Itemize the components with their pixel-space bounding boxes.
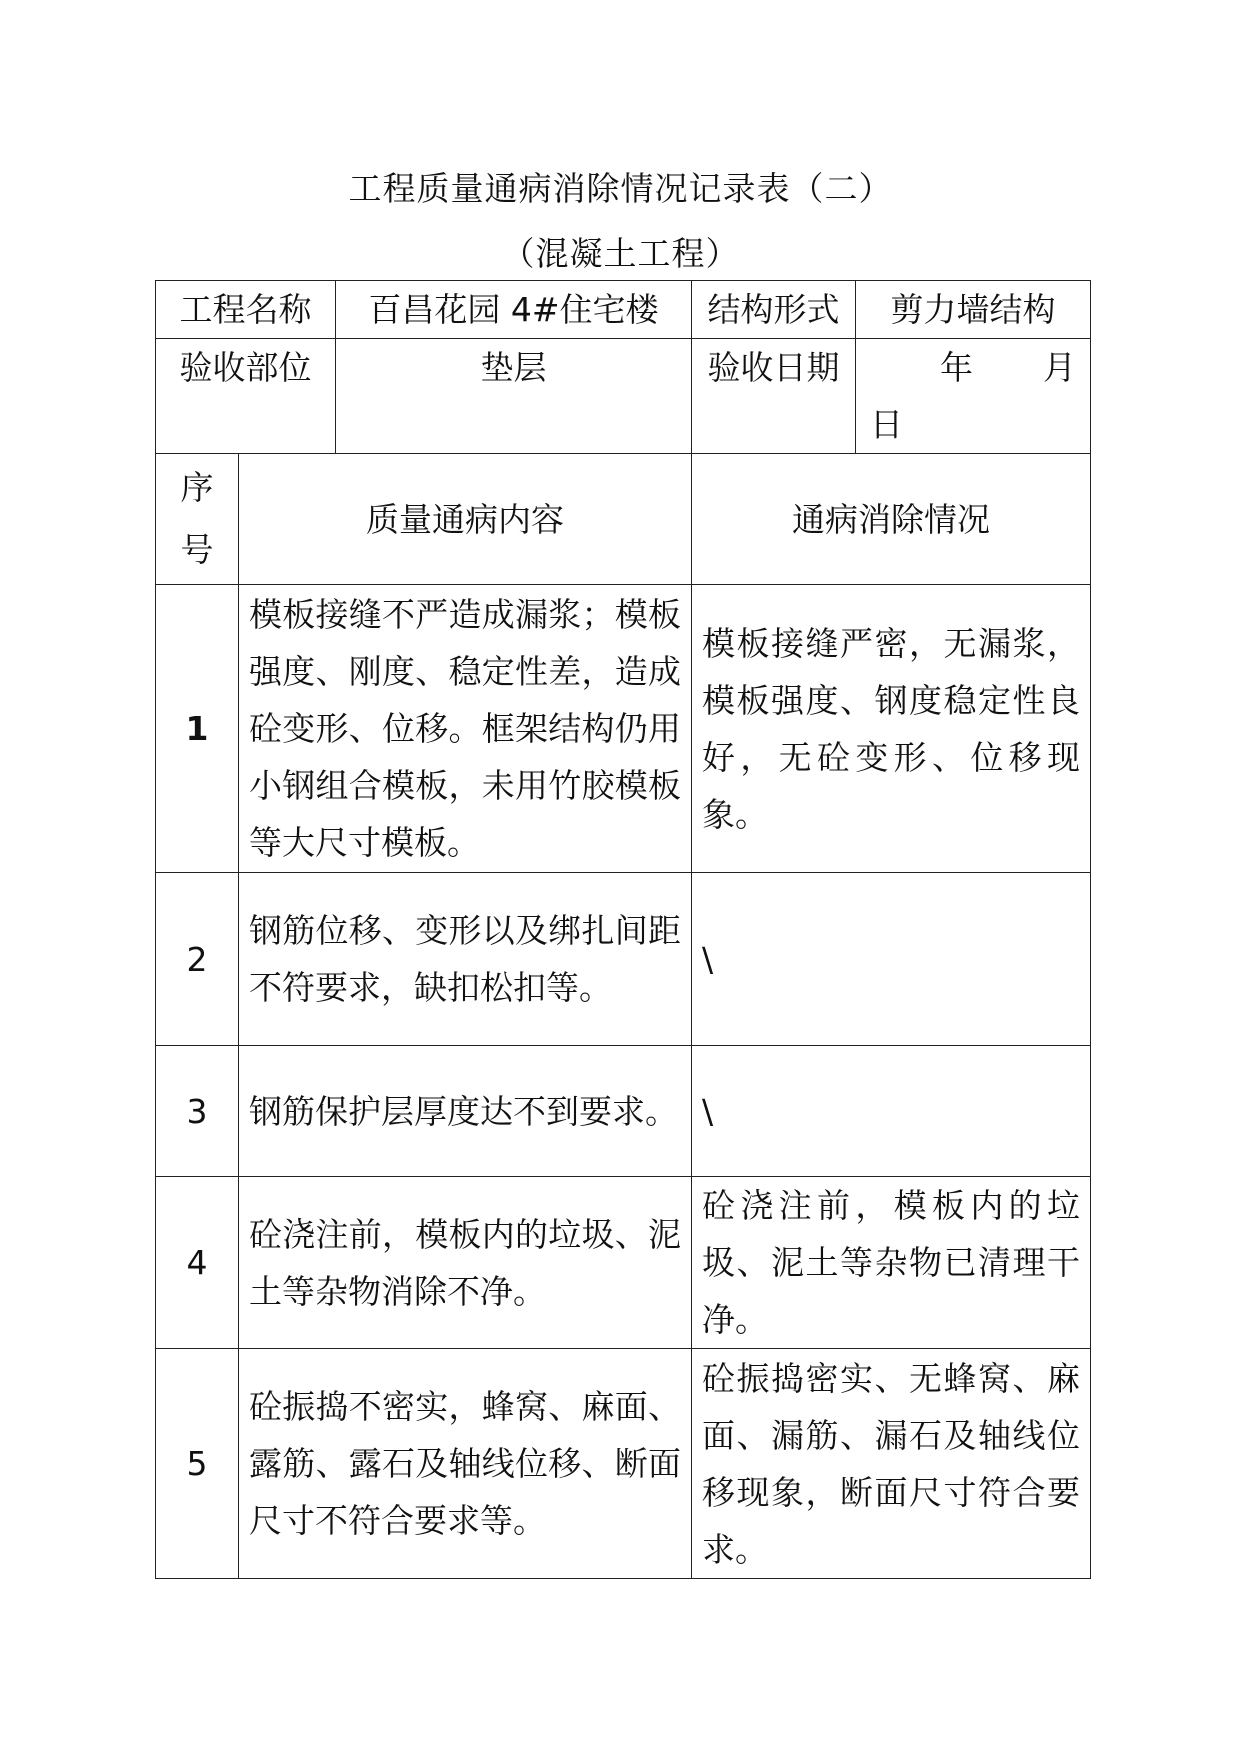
- table-row: [156, 873, 1091, 1046]
- table-header-row: [156, 454, 1091, 585]
- date-day-label: 日: [870, 405, 903, 444]
- table-row: [156, 585, 1091, 873]
- record-table: [155, 280, 1091, 1579]
- structure-value: 剪力墙结构: [856, 281, 1091, 339]
- inspection-part-value: 垫层: [336, 339, 692, 454]
- info-row-project: [156, 281, 1091, 339]
- row-resolution: 模板接缝严密，无漏浆，模板强度、钢度稳定性良好，无砼变形、位移现象。: [692, 585, 1091, 873]
- row-seq: 4: [156, 1177, 239, 1349]
- row-resolution: 砼浇注前，模板内的垃圾、泥土等杂物已清理干净。: [692, 1177, 1091, 1349]
- project-name-label: 工程名称: [156, 281, 336, 339]
- info-row-inspection: [156, 339, 1091, 454]
- row-issue: 砼浇注前，模板内的垃圾、泥土等杂物消除不净。: [239, 1177, 692, 1349]
- page-subtitle: （混凝土工程）: [501, 234, 740, 273]
- row-seq: 3: [156, 1046, 239, 1177]
- page-title: 工程质量通病消除情况记录表（二）: [348, 169, 893, 208]
- row-seq: 2: [156, 873, 239, 1046]
- issue-header: 质量通病内容: [239, 454, 692, 585]
- inspection-part-label: 验收部位: [156, 339, 336, 454]
- resolution-header: 通病消除情况: [692, 454, 1091, 585]
- project-name-value: 百昌花园 4#住宅楼: [336, 281, 692, 339]
- row-resolution: 砼振捣密实、无蜂窝、麻面、漏筋、漏石及轴线位移现象，断面尺寸符合要求。: [692, 1349, 1091, 1579]
- inspection-date-value: [856, 339, 1091, 454]
- date-year-label: 年: [940, 348, 973, 387]
- row-resolution: \: [692, 1046, 1091, 1177]
- row-seq: 1: [156, 585, 239, 873]
- table-row: [156, 1046, 1091, 1177]
- inspection-date-label: 验收日期: [692, 339, 856, 454]
- date-month-label: 月: [1043, 348, 1076, 387]
- row-issue: 模板接缝不严造成漏浆；模板强度、刚度、稳定性差，造成砼变形、位移。框架结构仍用小钢组合模板，未用竹胶模板等大尺寸模板。: [239, 585, 692, 873]
- row-resolution: \: [692, 873, 1091, 1046]
- row-issue: 砼振捣不密实，蜂窝、麻面、露筋、露石及轴线位移、断面尺寸不符合要求等。: [239, 1349, 692, 1579]
- row-seq: 5: [156, 1349, 239, 1579]
- table-row: [156, 1177, 1091, 1349]
- row-issue: 钢筋保护层厚度达不到要求。: [239, 1046, 692, 1177]
- row-issue: 钢筋位移、变形以及绑扎间距不符要求，缺扣松扣等。: [239, 873, 692, 1046]
- structure-label: 结构形式: [692, 281, 856, 339]
- seq-header: 序 号: [156, 454, 239, 585]
- table-row: [156, 1349, 1091, 1579]
